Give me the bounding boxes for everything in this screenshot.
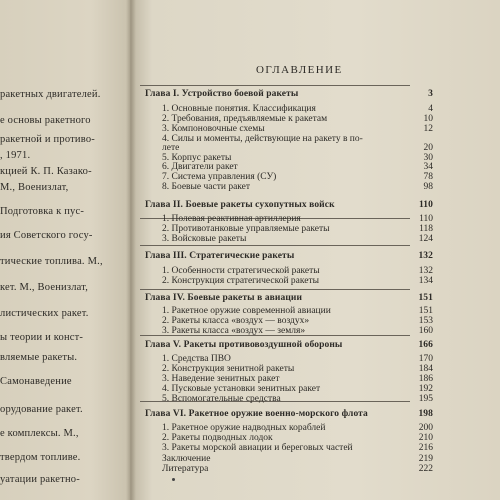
- toc-page-number: 210: [418, 433, 433, 443]
- toc-page-number: 110: [419, 214, 433, 224]
- toc-item-row: [162, 326, 433, 338]
- toc-page-number: 30: [423, 153, 433, 163]
- left-page-line: е комплексы. М.,: [0, 428, 79, 439]
- left-page-line: кет. М., Военизлат,: [0, 282, 89, 293]
- toc-page-number: 12: [423, 124, 433, 134]
- toc-entry-text: 2. Требования, предъявляемые к ракетам: [162, 114, 328, 124]
- toc-item-row: [162, 182, 433, 194]
- left-page-line: Самонаведение: [0, 376, 72, 387]
- toc-page-number: 151: [418, 293, 433, 303]
- toc-page-number: 184: [418, 364, 433, 374]
- left-page-line: твердом топливе.: [0, 452, 81, 463]
- toc-entry-text: 2. Конструкция зенитной ракеты: [162, 364, 295, 374]
- toc-page-number: 195: [418, 394, 433, 404]
- toc-chapter-row: [145, 251, 433, 263]
- toc-page-number: 4: [428, 104, 433, 114]
- toc-page-number: 186: [418, 374, 433, 384]
- toc-entry-text: 2. Противотанковые управляемые ракеты: [162, 224, 330, 234]
- toc-entry-text: 1. Полевая реактивная артиллерия: [162, 214, 301, 224]
- toc-entry-text: 2. Ракеты подводных лодок: [162, 433, 273, 443]
- toc-page-number: 124: [418, 234, 433, 244]
- left-page-line: листических ракет.: [0, 308, 89, 319]
- toc-item-row: [162, 234, 433, 246]
- toc-entry-text: Глава VI. Ракетное оружие военно-морского флота: [145, 409, 368, 419]
- toc-page-number: 200: [418, 423, 433, 433]
- left-page-line: орудование ракет.: [0, 404, 83, 415]
- toc-page-number: 118: [419, 224, 433, 234]
- toc-page-number: 160: [418, 326, 433, 336]
- toc-entry-text: Глава V. Ракеты противовоздушной обороны: [145, 340, 343, 350]
- toc-entry-text: 6. Двигатели ракет: [162, 162, 238, 172]
- toc-entry-text: 8. Боевые части ракет: [162, 182, 251, 192]
- toc-page-number: 78: [423, 172, 433, 182]
- toc-page-number: 216: [418, 443, 433, 453]
- toc-page-number: 170: [418, 354, 433, 364]
- left-page-line: М., Военизлат,: [0, 182, 69, 193]
- toc-entry-text: 1. Средства ПВО: [162, 354, 231, 364]
- toc-page-number: 192: [418, 384, 433, 394]
- bullet-mark: [172, 478, 175, 481]
- left-page-line: кцией К. П. Казако-: [0, 166, 92, 177]
- toc-page-number: 10: [423, 114, 433, 124]
- toc-entry-text: 7. Система управления (СУ): [162, 172, 277, 182]
- toc-page-number: 151: [418, 306, 433, 316]
- toc-entry-text: 3. Войсковые ракеты: [162, 234, 247, 244]
- toc-chapter-row: [145, 89, 433, 101]
- toc-entry-text: 5. Корпус ракеты: [162, 153, 232, 163]
- toc-entry-text: 4. Силы и моменты, действующие на ракету в по-: [162, 134, 363, 144]
- toc-entry-text: Заключение: [162, 454, 211, 464]
- toc-chapter-row: [145, 409, 433, 421]
- left-page-line: ия Советского госу-: [0, 230, 93, 241]
- toc-chapter-row: [145, 340, 433, 352]
- toc-page-number: 132: [418, 251, 433, 261]
- toc-entry-text: Глава I. Устройство боевой ракеты: [145, 89, 299, 99]
- left-page-line: ракетных двигателей.: [0, 89, 101, 100]
- toc-entry-text: 1. Особенности стратегической ракеты: [162, 266, 320, 276]
- toc-page-number: 98: [423, 182, 433, 192]
- toc-entry-text: лете: [162, 143, 180, 153]
- toc-page-number: 110: [418, 200, 433, 210]
- toc-page-number: 34: [423, 162, 433, 172]
- toc-page-number: 166: [418, 340, 433, 350]
- left-page-line: Подготовка к пус-: [0, 206, 85, 217]
- toc-entry-text: 3. Ракеты морской авиации и береговых частей: [162, 443, 353, 453]
- toc-entry-text: 1. Ракетное оружие надводных кораблей: [162, 423, 326, 433]
- toc-title: ОГЛАВЛЕНИЕ: [256, 64, 343, 76]
- left-page-line: вляемые ракеты.: [0, 352, 78, 363]
- toc-page-number: 3: [428, 89, 433, 99]
- toc-entry-text: 1. Основные понятия. Классификация: [162, 104, 316, 114]
- toc-page-number: 132: [418, 266, 433, 276]
- left-page-line: , 1971.: [0, 150, 31, 161]
- toc-entry-text: 2. Конструкция стратегической ракеты: [162, 276, 320, 286]
- left-page-line: ракетной и противо-: [0, 134, 95, 145]
- left-page-line: е основы ракетного: [0, 115, 91, 126]
- toc-chapter-row: [145, 200, 433, 212]
- toc-entry-text: Литература: [162, 464, 209, 474]
- toc-page-number: 153: [418, 316, 433, 326]
- toc-entry-text: 3. Компоновочные схемы: [162, 124, 265, 134]
- toc-page-number: 134: [418, 276, 433, 286]
- toc-entry-text: 3. Ракеты класса «воздух — земля»: [162, 326, 306, 336]
- toc-entry-text: 4. Пусковые установки зенитных ракет: [162, 384, 321, 394]
- left-page-line: тические топлива. М.,: [0, 256, 103, 267]
- toc-entry-text: 2. Ракеты класса «воздух — воздух»: [162, 316, 310, 326]
- toc-entry-text: Глава III. Стратегические ракеты: [145, 251, 295, 261]
- toc-page-number: 222: [418, 464, 433, 474]
- toc-page-number: 20: [423, 143, 433, 153]
- left-page-line: уатации ракетно-: [0, 474, 80, 485]
- toc-entry-text: 5. Вспомогательные средства: [162, 394, 281, 404]
- toc-entry-text: Глава IV. Боевые ракеты в авиации: [145, 293, 303, 303]
- toc-entry-text: Глава II. Боевые ракеты сухопутных войск: [145, 200, 335, 210]
- left-page-line: ы теории и конст-: [0, 332, 84, 343]
- toc-page-number: 198: [418, 409, 433, 419]
- toc-entry-text: 3. Наведение зенитных ракет: [162, 374, 280, 384]
- toc-page-number: 219: [418, 454, 433, 464]
- toc-item-row: [162, 276, 433, 288]
- toc-entry-text: 1. Ракетное оружие современной авиации: [162, 306, 331, 316]
- toc-item-row: [162, 464, 433, 476]
- toc-chapter-row: [145, 293, 433, 305]
- toc-item-row: [162, 394, 433, 406]
